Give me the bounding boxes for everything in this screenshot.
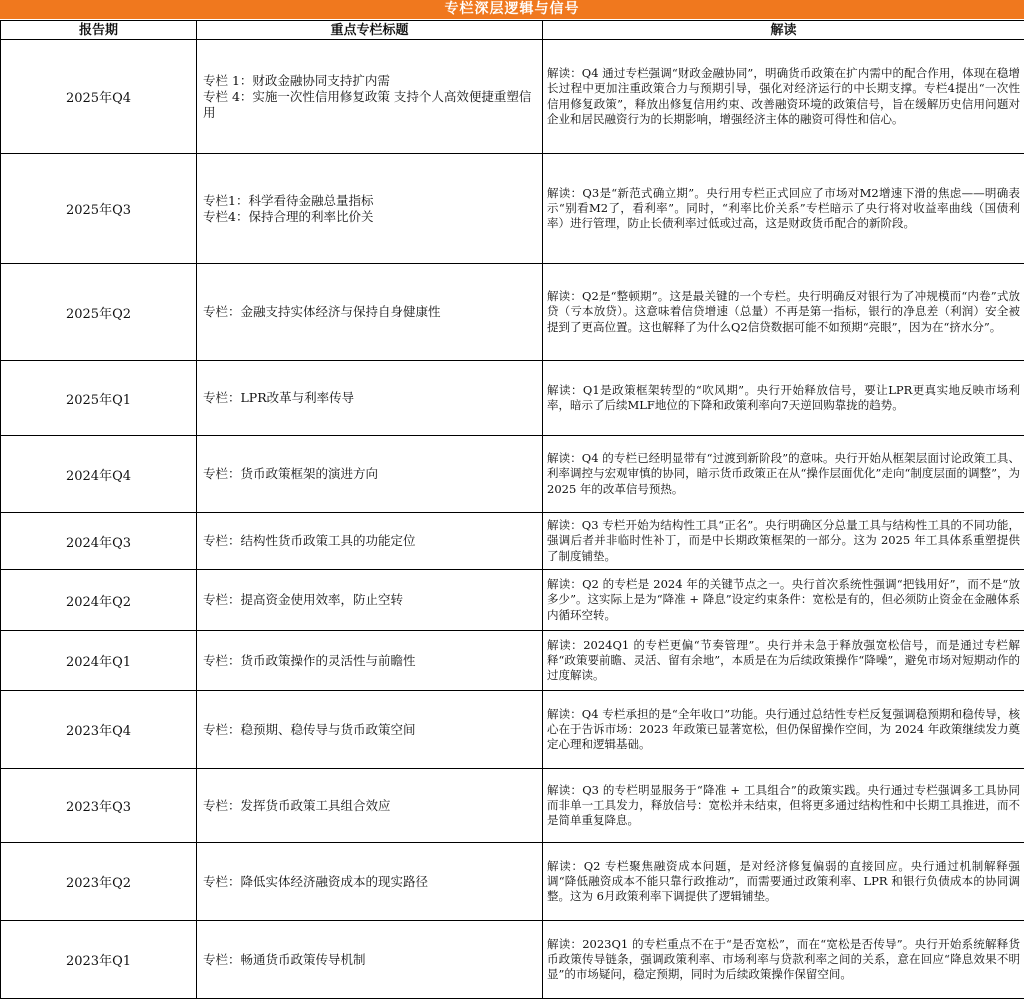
reading-cell: 解读：Q2 的专栏是 2024 年的关键节点之一。央行首次系统性强调“把钱用好”，而不是“放多少”。这实际上是为“降准 + 降息”设定约束条件：宽松是有的，但必须防止资金在金融体系内循环空转。 <box>543 570 1024 631</box>
topic-cell <box>197 570 543 631</box>
topic-cell <box>197 631 543 691</box>
table-row <box>1 264 1024 361</box>
period-cell: 2024年Q2 <box>1 570 197 631</box>
header-topic: 重点专栏标题 <box>197 21 543 40</box>
header-row <box>1 21 1024 40</box>
table-row <box>1 769 1024 843</box>
reading-cell: 解读：Q3 的专栏明显服务于“降准 + 工具组合”的政策实践。央行通过专栏强调多工具协同而非单一工具发力，释放信号：宽松并未结束，但将更多通过结构性和中长期工具推进，而不是简单重复降息。 <box>543 769 1024 843</box>
period-cell: 2025年Q2 <box>1 264 197 361</box>
reading-cell: 解读：Q2是“整顿期”。这是最关键的一个专栏。央行明确反对银行为了冲规模而“内卷”式放贷（亏本放贷）。这意味着信贷增速（总量）不再是第一指标，银行的净息差（利润）安全被提到了更高位置。这也解释了为什么Q2信贷数据可能不如预期“亮眼”，因为在“挤水分”。 <box>543 264 1024 361</box>
topic-cell <box>197 691 543 769</box>
table-row <box>1 570 1024 631</box>
topic-cell <box>197 921 543 999</box>
topic-cell <box>197 436 543 513</box>
reading-cell: 解读：2024Q1 的专栏更偏“节奏管理”。央行并未急于释放强宽松信号，而是通过专栏解释“政策要前瞻、灵活、留有余地”，本质是在为后续政策操作“降噪”，避免市场对短期动作的过度解读。 <box>543 631 1024 691</box>
topic-line: 专栏：金融支持实体经济与保持自身健康性 <box>203 304 441 319</box>
topic-line: 专栏：畅通货币政策传导机制 <box>203 951 366 967</box>
topic-cell <box>197 769 543 843</box>
topic-cell <box>197 154 543 264</box>
table-row <box>1 40 1024 154</box>
table-row <box>1 631 1024 691</box>
period-cell: 2023年Q2 <box>1 843 197 921</box>
reading-cell: 解读：Q4 的专栏已经明显带有“过渡到新阶段”的意味。央行开始从框架层面讨论政策工具、利率调控与宏观审慎的协同，暗示货币政策正在从“操作层面优化”走向“制度层面的调整”，为 2025 年的改革信号预热。 <box>543 436 1024 513</box>
topic-cell <box>197 361 543 436</box>
period-cell: 2025年Q1 <box>1 361 197 436</box>
period-cell: 2025年Q4 <box>1 40 197 154</box>
column-logic-table <box>0 20 1024 999</box>
topic-line: 专栏 1：财政金融协同支持扩内需 <box>203 72 390 88</box>
topic-line: 专栏：发挥货币政策工具组合效应 <box>203 797 391 813</box>
period-cell: 2024年Q3 <box>1 513 197 570</box>
topic-line: 专栏：稳预期、稳传导与货币政策空间 <box>203 721 416 737</box>
topic-line: 专栏4：保持合理的利率比价关 <box>203 208 374 224</box>
reading-cell: 解读：Q4 通过专栏强调“财政金融协同”，明确货币政策在扩内需中的配合作用，体现在稳增长过程中更加注重政策合力与预期引导，强化对经济运行的中长期支撑。专栏4提出“一次性信用修复政策”，释放出修复信用约束、改善融资环境的政策信号，旨在缓解历史信用问题对企业和居民融资行为的长期影响，增强经济主体的融资可得性和信心。 <box>543 40 1024 154</box>
table-row <box>1 691 1024 769</box>
table-row <box>1 154 1024 264</box>
reading-cell: 解读：Q3是“新范式确立期”。央行用专栏正式回应了市场对M2增速下滑的焦虑——明确表示“别看M2了，看利率”。同时，“利率比价关系”专栏暗示了央行将对收益率曲线（国债利率）进行管理，防止长债利率过低或过高，这是财政货币配合的新阶段。 <box>543 154 1024 264</box>
topic-line: 专栏：结构性货币政策工具的功能定位 <box>203 533 416 548</box>
topic-line: 专栏 4：实施一次性信用修复政策 支持个人高效便捷重塑信用 <box>203 88 532 120</box>
reading-cell: 解读：Q3 专栏开始为结构性工具“正名”。央行明确区分总量工具与结构性工具的不同功能，强调后者并非临时性补丁，而是中长期政策框架的一部分。这为 2025 年工具体系重塑提供了制度铺垫。 <box>543 513 1024 570</box>
topic-cell <box>197 40 543 154</box>
topic-line: 专栏：货币政策框架的演进方向 <box>203 466 379 481</box>
reading-cell: 解读：Q4 专栏承担的是“全年收口”功能。央行通过总结性专栏反复强调稳预期和稳传导，核心在于告诉市场：2023 年政策已显著宽松，但仍保留操作空间，为 2024 年政策继续发力奠定心理和逻辑基础。 <box>543 691 1024 769</box>
table-row <box>1 843 1024 921</box>
reading-cell: 解读：Q1是政策框架转型的“吹风期”。央行开始释放信号，要让LPR更真实地反映市场利率，暗示了后续MLF地位的下降和政策利率向7天逆回购靠拢的趋势。 <box>543 361 1024 436</box>
period-cell: 2024年Q4 <box>1 436 197 513</box>
table-row <box>1 436 1024 513</box>
table-row <box>1 361 1024 436</box>
table-title: 专栏深层逻辑与信号 <box>0 0 1024 19</box>
header-reading: 解读 <box>543 21 1024 40</box>
table-row <box>1 921 1024 999</box>
period-cell: 2023年Q1 <box>1 921 197 999</box>
period-cell: 2023年Q4 <box>1 691 197 769</box>
period-cell: 2023年Q3 <box>1 769 197 843</box>
topic-line: 专栏1：科学看待金融总量指标 <box>203 192 374 208</box>
reading-cell: 解读：Q2 专栏聚焦融资成本问题，是对经济修复偏弱的直接回应。央行通过机制解释强调“降低融资成本不能只靠行政推动”，而需要通过政策利率、LPR 和银行负债成本的协同调整。这为 6月政策利率下调提供了逻辑铺垫。 <box>543 843 1024 921</box>
period-cell: 2024年Q1 <box>1 631 197 691</box>
topic-line: 专栏：提高资金使用效率，防止空转 <box>203 592 404 607</box>
topic-line: 专栏：降低实体经济融资成本的现实路径 <box>203 873 429 889</box>
table-row <box>1 513 1024 570</box>
period-cell: 2025年Q3 <box>1 154 197 264</box>
topic-cell <box>197 264 543 361</box>
topic-line: 专栏：货币政策操作的灵活性与前瞻性 <box>203 652 416 668</box>
topic-cell <box>197 843 543 921</box>
topic-line: 专栏：LPR改革与利率传导 <box>203 390 355 405</box>
reading-cell: 解读：2023Q1 的专栏重点不在于“是否宽松”，而在“宽松是否传导”。央行开始系统解释货币政策传导链条，强调政策利率、市场利率与贷款利率之间的关系，意在回应“降息效果不明显”的市场疑问，稳定预期，同时为后续政策操作保留空间。 <box>543 921 1024 999</box>
header-period: 报告期 <box>1 21 197 40</box>
topic-cell <box>197 513 543 570</box>
